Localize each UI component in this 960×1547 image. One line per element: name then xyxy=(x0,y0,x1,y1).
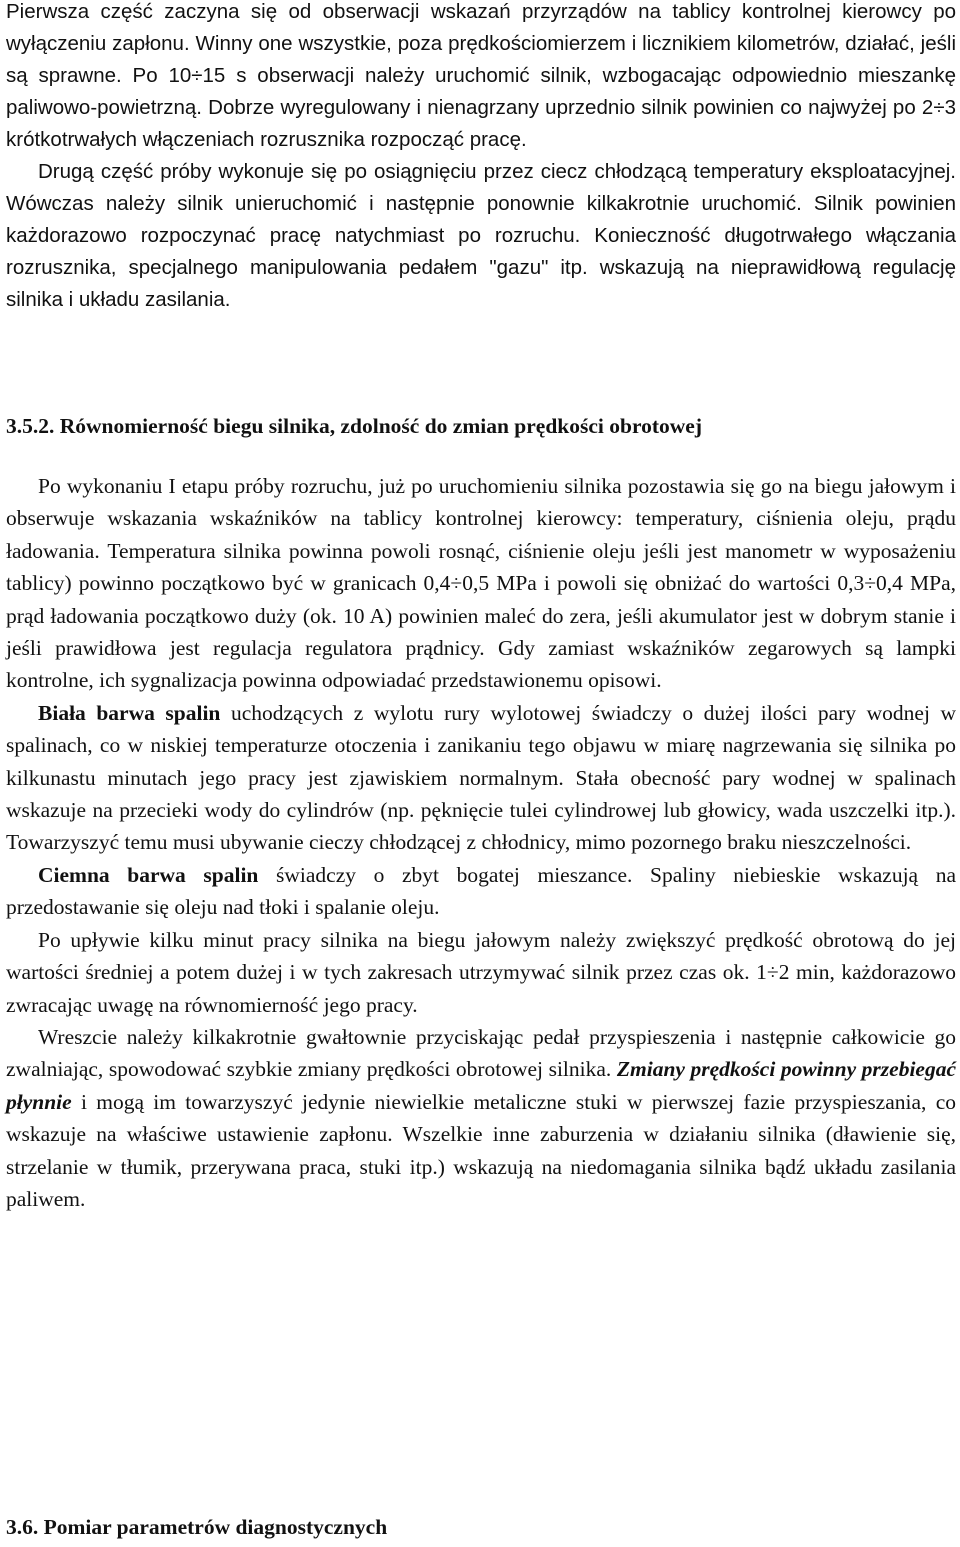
paragraph-first-part: Pierwsza część zaczyna się od obserwacji wskazań przyrządów na tablicy kontrolnej kierowcy po wyłączeniu zapłonu. Winny one wszystkie, poza prędkościomierzem i licznikiem kilometrów, działać, jeśli są sprawne. Po 10÷15 s obserwacji należy uruchomić silnik, wzbogacając odpowiednio mieszankę paliwowo-powietrzną. Dobrze wyregulowany i nienagrzany uprzednio silnik powinien co najwyżej po 2÷3 krótkotrwałych włączeniach rozrusznika rozpocząć pracę. xyxy=(6,0,956,151)
term-white-exhaust: Biała barwa spalin xyxy=(38,700,221,725)
paragraph-acceleration: Wreszcie należy kilkakrotnie gwałtownie przyciskając pedał przyspieszenia i następnie całkowicie go zwalniając, spowodować szybkie zmiany prędkości obrotowej silnika. Zmiany prędkości powinny przebiegać płynnie i mogą im towarzyszyć jedynie niewielkie metaliczne stuki w pierwszej fazie przyspieszania, co wskazuje na właściwe ustawienie zapłonu. Wszelkie inne zaburzenia w działaniu silnika (dławienie się, strzelanie w tłumik, przerywana praca, stuki itp.) wskazują na niedomagania silnika bądź układu zasilania paliwem. xyxy=(6,1024,957,1211)
section-heading-3-6: 3.6. Pomiar parametrów diagnostycznych xyxy=(6,1515,388,1539)
emphasis-smooth-changes: Zmiany prędkości powinny przebiegać płynnie xyxy=(6,1057,957,1114)
section-3-5-2-body xyxy=(6,470,956,1215)
paragraph-engine-speed: Po upływie kilku minut pracy silnika na biegu jałowym należy zwiększyć prędkość obrotową do jej wartości średniej a potem dużej i w tych zakresach utrzymywać silnik przez czas ok. 1÷2 min, każdorazowo zwracając uwagę na równomierność jego pracy. xyxy=(6,927,956,1017)
startup-test-text xyxy=(6,0,956,316)
term-dark-exhaust: Ciemna barwa spalin xyxy=(38,862,259,887)
section-heading-3-5-2: 3.5.2. Równomierność biegu silnika, zdolność do zmian prędkości obrotowej xyxy=(6,414,702,438)
paragraph-white-exhaust: Biała barwa spalin uchodzących z wylotu rury wylotowej świadczy o dużej ilości pary wodnej w spalinach, co w niskiej temperaturze otoczenia i zanikaniu tego objawu w miarę nagrzewania się silnika po kilkunastu minutach jego pracy jest zjawiskiem normalnym. Stała obecność pary wodnej w spalinach wskazuje na przecieki wody do cylindrów (np. pęknięcie tulei cylindrowej lub głowicy, wada uszczelki itp.). Towarzyszyć temu musi ubywanie cieczy chłodzącej z chłodnicy, mimo pozornego braku nieszczelności. xyxy=(6,700,956,855)
paragraph-dark-exhaust: Ciemna barwa spalin świadczy o zbyt bogatej mieszance. Spaliny niebieskie wskazują na przedostawanie się oleju nad tłoki i spalanie oleju. xyxy=(6,862,956,920)
paragraph-second-part: Drugą część próby wykonuje się po osiągnięciu przez ciecz chłodzącą temperatury eksploatacyjnej. Wówczas należy silnik unieruchomić i następnie ponownie kilkakrotnie uruchomić. Silnik powinien każdorazowo rozpoczynać pracę natychmiast po rozruchu. Konieczność długotrwałego włączania rozrusznika, specjalnego manipulowania pedałem "gazu" itp. wskazują na nieprawidłową regulację silnika i układu zasilania. xyxy=(6,160,956,311)
paragraph-idle-observation: Po wykonaniu I etapu próby rozruchu, już po uruchomieniu silnika pozostawia się go na biegu jałowym i obserwuje wskazania wskaźników na tablicy kontrolnej kierowcy: temperatury, ciśnienia oleju, prądu ładowania. Temperatura silnika powinna powoli rosnąć, ciśnienie oleju jeśli jest manometr w wyposażeniu tablicy) powinno początkowo być w granicach 0,4÷0,5 MPa i powoli się obniżać do wartości 0,3÷0,4 MPa, prąd ładowania początkowo duży (ok. 10 A) powinien maleć do zera, jeśli akumulator jest w dobrym stanie i jeśli prawidłowa jest regulacja regulatora prądnicy. Gdy zamiast wskaźników zegarowych są lampki kontrolne, ich sygnalizacja powinna odpowiadać przedstawionemu opisowi. xyxy=(6,474,956,693)
